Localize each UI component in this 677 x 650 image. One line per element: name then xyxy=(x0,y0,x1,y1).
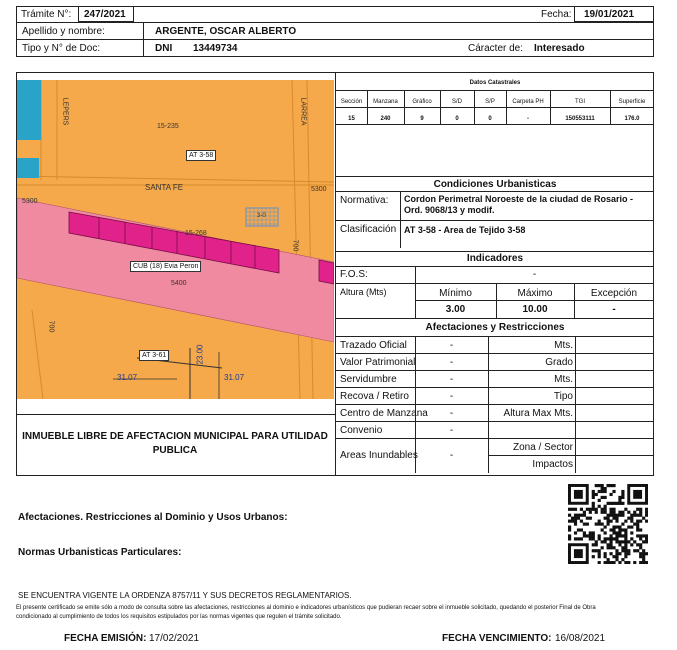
emision-label: FECHA EMISIÓN: xyxy=(64,633,147,644)
catastro-header-seccion: Sección xyxy=(340,99,363,105)
qr-finder-pattern xyxy=(627,484,648,505)
afect-row-recova-value: - xyxy=(449,391,454,402)
afect-row-servidumbre-label: Servidumbre xyxy=(340,374,397,385)
afect-row-recova-right: Tipo xyxy=(553,391,573,402)
normas-particulares-heading: Normas Urbanisticas Particulares: xyxy=(18,547,182,558)
fecha-label: Fecha: xyxy=(541,9,572,20)
catastro-value-sd: 0 xyxy=(455,116,459,122)
condiciones-title: Condiciones Urbanisticas xyxy=(433,179,557,190)
map-label-15268: 15-268 xyxy=(185,230,207,237)
disclaimer-line-1: El presente certificado se emite sólo a modo de consulta sobre las afectaciones, restricciones al dominio e indicadores urbanísticos que pudieran recaer sobre el inmueble solicitado, quedando el posterior Final de Obra xyxy=(16,605,596,611)
map-label-700-right: 700 xyxy=(291,239,299,252)
zoning-map xyxy=(17,80,334,399)
indicadores-title: Indicadores xyxy=(466,253,524,264)
afect-row-servidumbre-value: - xyxy=(449,374,454,385)
map-tag-cub: CUB (18) Evia Peron xyxy=(130,261,201,272)
afectaciones-dominio-heading: Afectaciones. Restricciones al Dominio y Usos Urbanos: xyxy=(18,512,288,523)
map-label-street-larrea: LARREA xyxy=(299,97,307,126)
zona-sector-label: Zona / Sector xyxy=(512,442,573,453)
qr-code-svg xyxy=(568,484,648,564)
catastro-value-grafico: 9 xyxy=(420,116,424,122)
catastro-header-carpeta: Carpeta PH xyxy=(512,99,544,105)
minimo-label: Mínimo xyxy=(439,288,472,299)
catastro-title: Datos Catastrales xyxy=(469,80,521,86)
apellido-value: ARGENTE, OSCAR ALBERTO xyxy=(155,26,297,37)
tramite-value: 247/2021 xyxy=(84,9,126,20)
excepcion-value: - xyxy=(612,304,616,315)
map-label-5300-left: 5300 xyxy=(22,198,38,205)
afect-row-valor-label: Valor Patrimonial xyxy=(340,357,416,368)
afect-row-servidumbre-right: Mts. xyxy=(554,374,573,385)
catastro-value-carpeta: - xyxy=(527,116,529,122)
caracter-value: Interesado xyxy=(534,43,585,54)
tramite-label: Trámite N°: xyxy=(21,9,72,20)
map-label-5300-right: 5300 xyxy=(311,186,327,193)
altura-label: Altura (Mts) xyxy=(340,287,387,297)
catastro-header-sd: S/D xyxy=(451,99,462,105)
afect-row-recova-label: Recova / Retiro xyxy=(340,391,409,402)
catastro-header-sp: S/P xyxy=(485,99,495,105)
qr-finder-pattern xyxy=(568,543,589,564)
afect-row-centro-value: - xyxy=(449,408,454,419)
fos-label: F.O.S: xyxy=(340,269,368,280)
map-label-street-lepers: LEPERS xyxy=(61,97,69,126)
normativa-value: Cordon Perimetral Noroeste de la ciudad de Rosario - Ord. 9068/13 y modif. xyxy=(404,194,634,215)
vigente-note: SE ENCUENTRA VIGENTE LA ORDENZA 8757/11 Y SUS DECRETOS REGLAMENTARIOS. xyxy=(18,591,352,600)
catastro-header-manzana: Manzana xyxy=(373,99,398,105)
afectaciones-title: Afectaciones y Restricciones xyxy=(425,322,565,333)
catastro-value-manzana: 240 xyxy=(380,116,391,122)
qr-finder-pattern xyxy=(568,484,589,505)
catastro-value-superficie: 176.0 xyxy=(624,116,640,122)
vencimiento-value: 16/08/2021 xyxy=(555,633,606,644)
emision-value: 17/02/2021 xyxy=(149,633,200,644)
normativa-label: Normativa: xyxy=(340,195,389,206)
excepcion-label: Excepción xyxy=(590,288,638,299)
afect-row-trazado-right: Mts. xyxy=(554,340,573,351)
map-zone-blue-top xyxy=(17,80,41,140)
map-label-5400: 5400 xyxy=(171,280,187,287)
catastro-value-sp: 0 xyxy=(488,116,492,122)
inmueble-libre-notice: INMUEBLE LIBRE DE AFECTACION MUNICIPAL PARA UTILIDAD PUBLICA xyxy=(22,431,328,456)
maximo-value: 10.00 xyxy=(522,304,548,315)
map-label-700-left: 700 xyxy=(47,320,55,333)
afect-row-centro-right: Altura Max Mts. xyxy=(503,408,573,419)
map-zone-blue-mid xyxy=(17,158,39,178)
tipo-doc-number: 13449734 xyxy=(193,43,238,54)
afect-row-convenio-value: - xyxy=(449,425,454,436)
qr-code xyxy=(568,484,648,564)
afect-row-trazado-label: Trazado Oficial xyxy=(340,340,407,351)
afect-row-valor-value: - xyxy=(449,357,454,368)
map-label-parcel-code: 3-0 xyxy=(257,213,266,219)
catastro-header-superficie: Superficie xyxy=(618,99,646,105)
tipo-doc-label: Tipo y N° de Doc: xyxy=(22,43,101,54)
map-tag-at358: AT 3-58 xyxy=(186,150,216,161)
apellido-label: Apellido y nombre: xyxy=(22,26,105,37)
clasificacion-label: Clasificación xyxy=(340,224,397,235)
catastro-header-tgi: TGI xyxy=(575,99,585,105)
afect-row-trazado-value: - xyxy=(449,340,454,351)
map-dim-3107-left: 31.07 xyxy=(117,373,138,382)
fecha-value: 19/01/2021 xyxy=(584,9,635,20)
map-label-15235: 15-235 xyxy=(157,123,179,130)
areas-inundables-label: Areas Inundables xyxy=(340,450,418,461)
caracter-label: Cáracter de: xyxy=(468,43,524,54)
map-dim-3107-right: 31.07 xyxy=(224,373,245,382)
afect-row-convenio-label: Convenio xyxy=(340,425,383,436)
catastro-value-tgi: 150553111 xyxy=(565,116,595,122)
vencimiento-label: FECHA VENCIMIENTO: xyxy=(442,633,552,644)
impactos-label: Impactos xyxy=(532,459,573,470)
fos-value: - xyxy=(532,269,537,280)
areas-inundables-value: - xyxy=(449,450,454,461)
map-tag-at361: AT 3-61 xyxy=(139,350,169,361)
clasificacion-value: AT 3-58 - Area de Tejido 3-58 xyxy=(404,225,526,235)
catastro-header-grafico: Gráfico xyxy=(412,99,432,105)
minimo-value: 3.00 xyxy=(445,304,466,315)
map-dim-2300: 23.00 xyxy=(195,344,205,365)
afect-row-centro-label: Centro de Manzana xyxy=(340,408,428,419)
tipo-doc-type: DNI xyxy=(155,43,173,54)
catastro-value-seccion: 15 xyxy=(348,116,355,122)
map-label-santa-fe: SANTA FE xyxy=(145,183,184,192)
maximo-label: Máximo xyxy=(517,288,553,299)
afect-row-valor-right: Grado xyxy=(545,357,573,368)
disclaimer-line-2: condicionado al cumplimiento de todos los requisitos estipulados por las normas vigentes que regulen el trámite solicitado. xyxy=(16,614,342,620)
